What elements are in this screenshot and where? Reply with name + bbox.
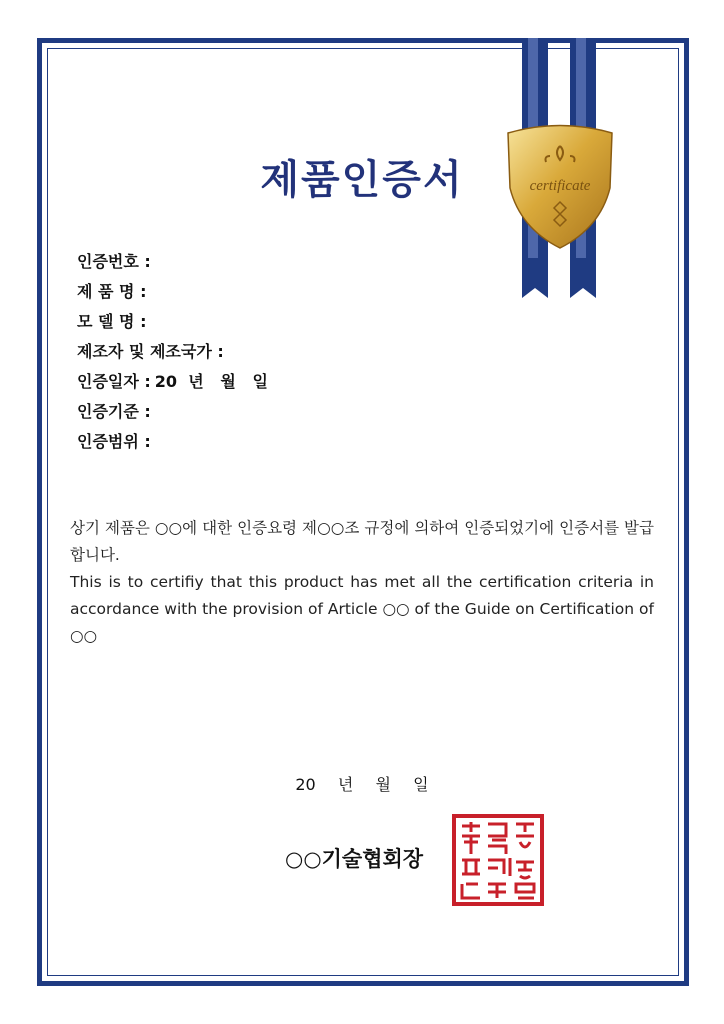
statement-english: This is to certifiy that this product has met all the certification criteria in accordance with the provision of Article ○○ of the Guide on Certification of ○○ [70, 573, 654, 645]
field-manufacturer [77, 337, 268, 367]
issuer-name: ○○기술협회장 [285, 847, 424, 871]
field-value: 20 년 월 일 [154, 372, 268, 391]
field-label: 제조자 및 제조국가 : [77, 342, 224, 361]
field-cert-number [77, 247, 268, 277]
field-label: 제 품 명 : [77, 282, 147, 301]
official-seal-stamp [452, 814, 544, 906]
statement-korean: 상기 제품은 ○○에 대한 인증요령 제○○조 규정에 의하여 인증되었기에 인증서를 발급합니다. [70, 519, 654, 564]
field-label: 인증범위 : [77, 432, 151, 451]
field-label: 인증번호 : [77, 252, 151, 271]
field-label: 인증일자 : [77, 372, 151, 391]
field-cert-date [77, 367, 268, 397]
field-cert-standard [77, 397, 268, 427]
field-label: 인증기준 : [77, 402, 151, 421]
field-label: 모 델 명 : [77, 312, 147, 331]
issue-date: 20 년 월 일 [295, 775, 429, 794]
field-model-name [77, 307, 268, 337]
field-list [77, 247, 268, 457]
certificate-statement [70, 515, 654, 650]
badge-label: certificate [529, 178, 591, 194]
certificate-title: 제품인증서 [260, 157, 464, 203]
field-cert-scope [77, 427, 268, 457]
field-product-name [77, 277, 268, 307]
